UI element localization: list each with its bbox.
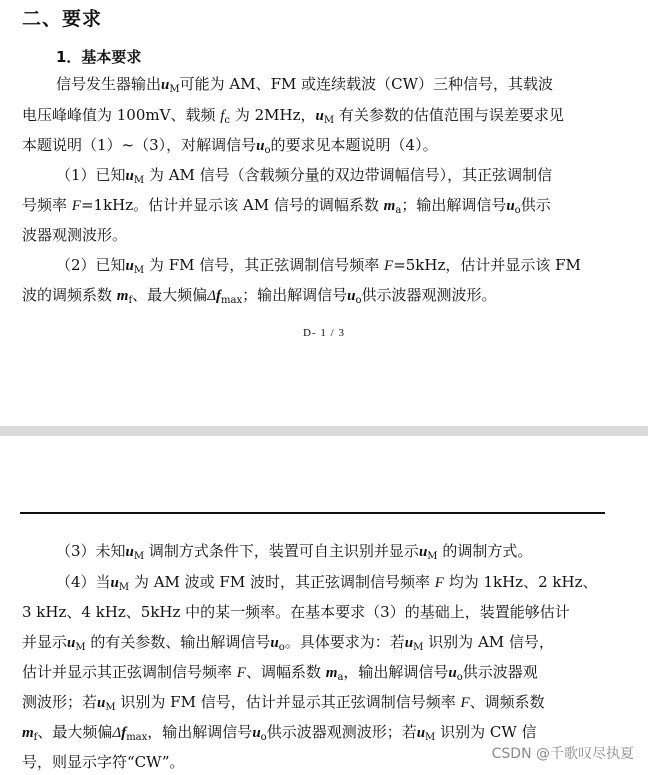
intro-line-2: 电压峰峰值为 100mV、载频 $f_c$ 为 2MHz，$u_M$ 有关参数的估值范围与误差要求见 xyxy=(22,106,564,126)
item4-line-2: 3 kHz、4 kHz、5kHz 中的某一频率。在基本要求（3）的基础上，装置能够估计 xyxy=(22,603,570,621)
intro-line-3: 本题说明（1）~（3），对解调信号$u_o$的要求见本题说明（4）。 xyxy=(22,136,438,156)
item1-line-1: （1）已知$u_M$ 为 AM 信号（含载频分量的双边带调幅信号），其正弦调制信 xyxy=(56,166,553,186)
intro-line-1: 信号发生器输出$u_M$可能为 AM、FM 或连续载波（CW）三种信号，其载波 xyxy=(56,75,554,95)
header-rule xyxy=(20,512,605,514)
item4-line-3: 并显示$u_M$ 的有关参数、输出解调信号$u_o$。具体要求为：若$u_M$ 识别为 AM 信号， xyxy=(22,633,554,653)
item2-line-2: 波的调频系数 $m_f$、最大频偏$\Delta f_{max}$；输出解调信号$u_o$供示波器观测波形。 xyxy=(22,286,497,306)
sub-heading: 1．基本要求 xyxy=(56,48,142,66)
item2-line-1: （2）已知$u_M$ 为 FM 信号，其正弦调制信号频率 F=5kHz，估计并显示该 FM xyxy=(56,256,581,276)
item4-line-5: 测波形；若$u_M$ 识别为 FM 信号，估计并显示其正弦调制信号频率 F、调频系数 xyxy=(22,693,545,713)
page-number: D- 1 / 3 xyxy=(303,327,345,339)
item1-line-2: 号频率 F=1kHz。估计并显示该 AM 信号的调幅系数 $m_a$；输出解调信号$u_o$供示 xyxy=(22,196,551,216)
item4-line-4: 估计并显示其正弦调制信号频率 F、调幅系数 $m_a$，输出解调信号$u_o$供示波器观 xyxy=(22,663,538,683)
item4-line-1: （4）当$u_M$ 为 AM 波或 FM 波时，其正弦调制信号频率 F 均为 1kHz、2 kHz、 xyxy=(56,573,598,593)
document-page-2 xyxy=(0,436,648,775)
page-separator xyxy=(0,426,648,436)
item3-line-1: （3）未知$u_M$ 调制方式条件下，装置可自主识别并显示$u_M$ 的调制方式。 xyxy=(56,542,533,562)
item4-line-7: 号，则显示字符“CW”。 xyxy=(22,753,185,771)
item1-line-3: 波器观测波形。 xyxy=(22,226,128,244)
item4-line-6: $m_f$、最大频偏$\Delta f_{max}$，输出解调信号$u_o$供示波器观测波形；若$u_M$ 识别为 CW 信 xyxy=(22,723,537,743)
section-heading: 二、要求 xyxy=(22,8,103,30)
csdn-watermark: CSDN @千歌叹尽执夏 xyxy=(491,746,634,762)
